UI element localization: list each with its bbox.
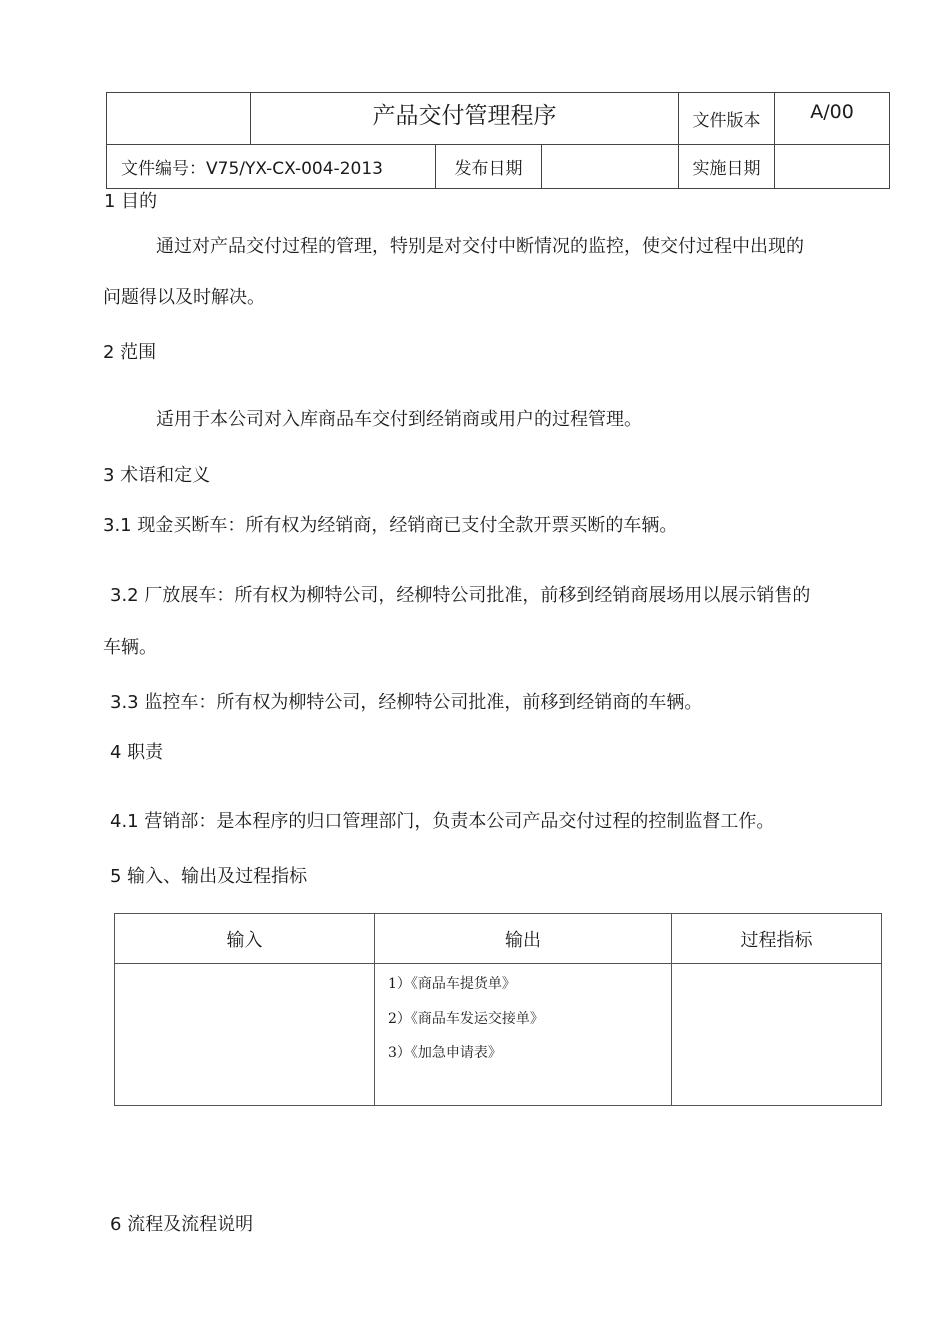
io-indicator-cell — [672, 964, 882, 1106]
section-1-paragraph-line-1: 通过对产品交付过程的管理，特别是对交付中断情况的监控，使交付过程中出现的 — [156, 236, 804, 257]
document-number: 文件编号：V75/YX-CX-004-2013 — [107, 145, 436, 189]
io-header-indicator: 过程指标 — [672, 914, 882, 964]
section-1-heading: 1 目的 — [104, 191, 158, 212]
term-3-3: 3.3 监控车：所有权为柳特公司，经柳特公司批准，前移到经销商的车辆。 — [110, 692, 703, 713]
term-3-1: 3.1 现金买断车：所有权为经销商，经销商已支付全款开票买断的车辆。 — [103, 515, 678, 536]
publish-date-value — [542, 145, 679, 189]
section-5-heading: 5 输入、输出及过程指标 — [110, 866, 308, 887]
document-title: 产品交付管理程序 — [251, 93, 679, 145]
output-item: 1）《商品车提货单》 — [388, 976, 516, 992]
section-3-heading: 3 术语和定义 — [103, 465, 211, 486]
version-label: 文件版本 — [679, 93, 775, 145]
io-output-cell — [375, 964, 672, 1106]
io-indicator-table — [114, 913, 882, 1106]
output-list — [375, 964, 671, 1063]
output-item: 3）《加急申请表》 — [388, 1045, 502, 1061]
output-item: 2）《商品车发运交接单》 — [388, 1010, 544, 1027]
io-header-input: 输入 — [115, 914, 375, 964]
effective-date-value — [775, 145, 890, 189]
header-blank-cell — [107, 93, 251, 145]
effective-date-label: 实施日期 — [679, 145, 775, 189]
section-6-heading: 6 流程及流程说明 — [110, 1214, 254, 1235]
term-3-2-line-2: 车辆。 — [103, 637, 157, 658]
section-2-heading: 2 范围 — [103, 342, 157, 363]
io-header-output: 输出 — [375, 914, 672, 964]
responsibility-4-1: 4.1 营销部：是本程序的归口管理部门，负责本公司产品交付过程的控制监督工作。 — [110, 811, 775, 832]
term-3-2-line-1: 3.2 厂放展车：所有权为柳特公司，经柳特公司批准，前移到经销商展场用以展示销售的 — [110, 585, 811, 606]
section-2-paragraph: 适用于本公司对入库商品车交付到经销商或用户的过程管理。 — [156, 409, 642, 430]
section-1-paragraph-line-2: 问题得以及时解决。 — [103, 287, 265, 308]
document-header-table — [106, 92, 890, 189]
publish-date-label: 发布日期 — [436, 145, 542, 189]
io-input-cell — [115, 964, 375, 1106]
section-4-heading: 4 职责 — [110, 742, 164, 763]
version-value: A/00 — [775, 93, 890, 145]
